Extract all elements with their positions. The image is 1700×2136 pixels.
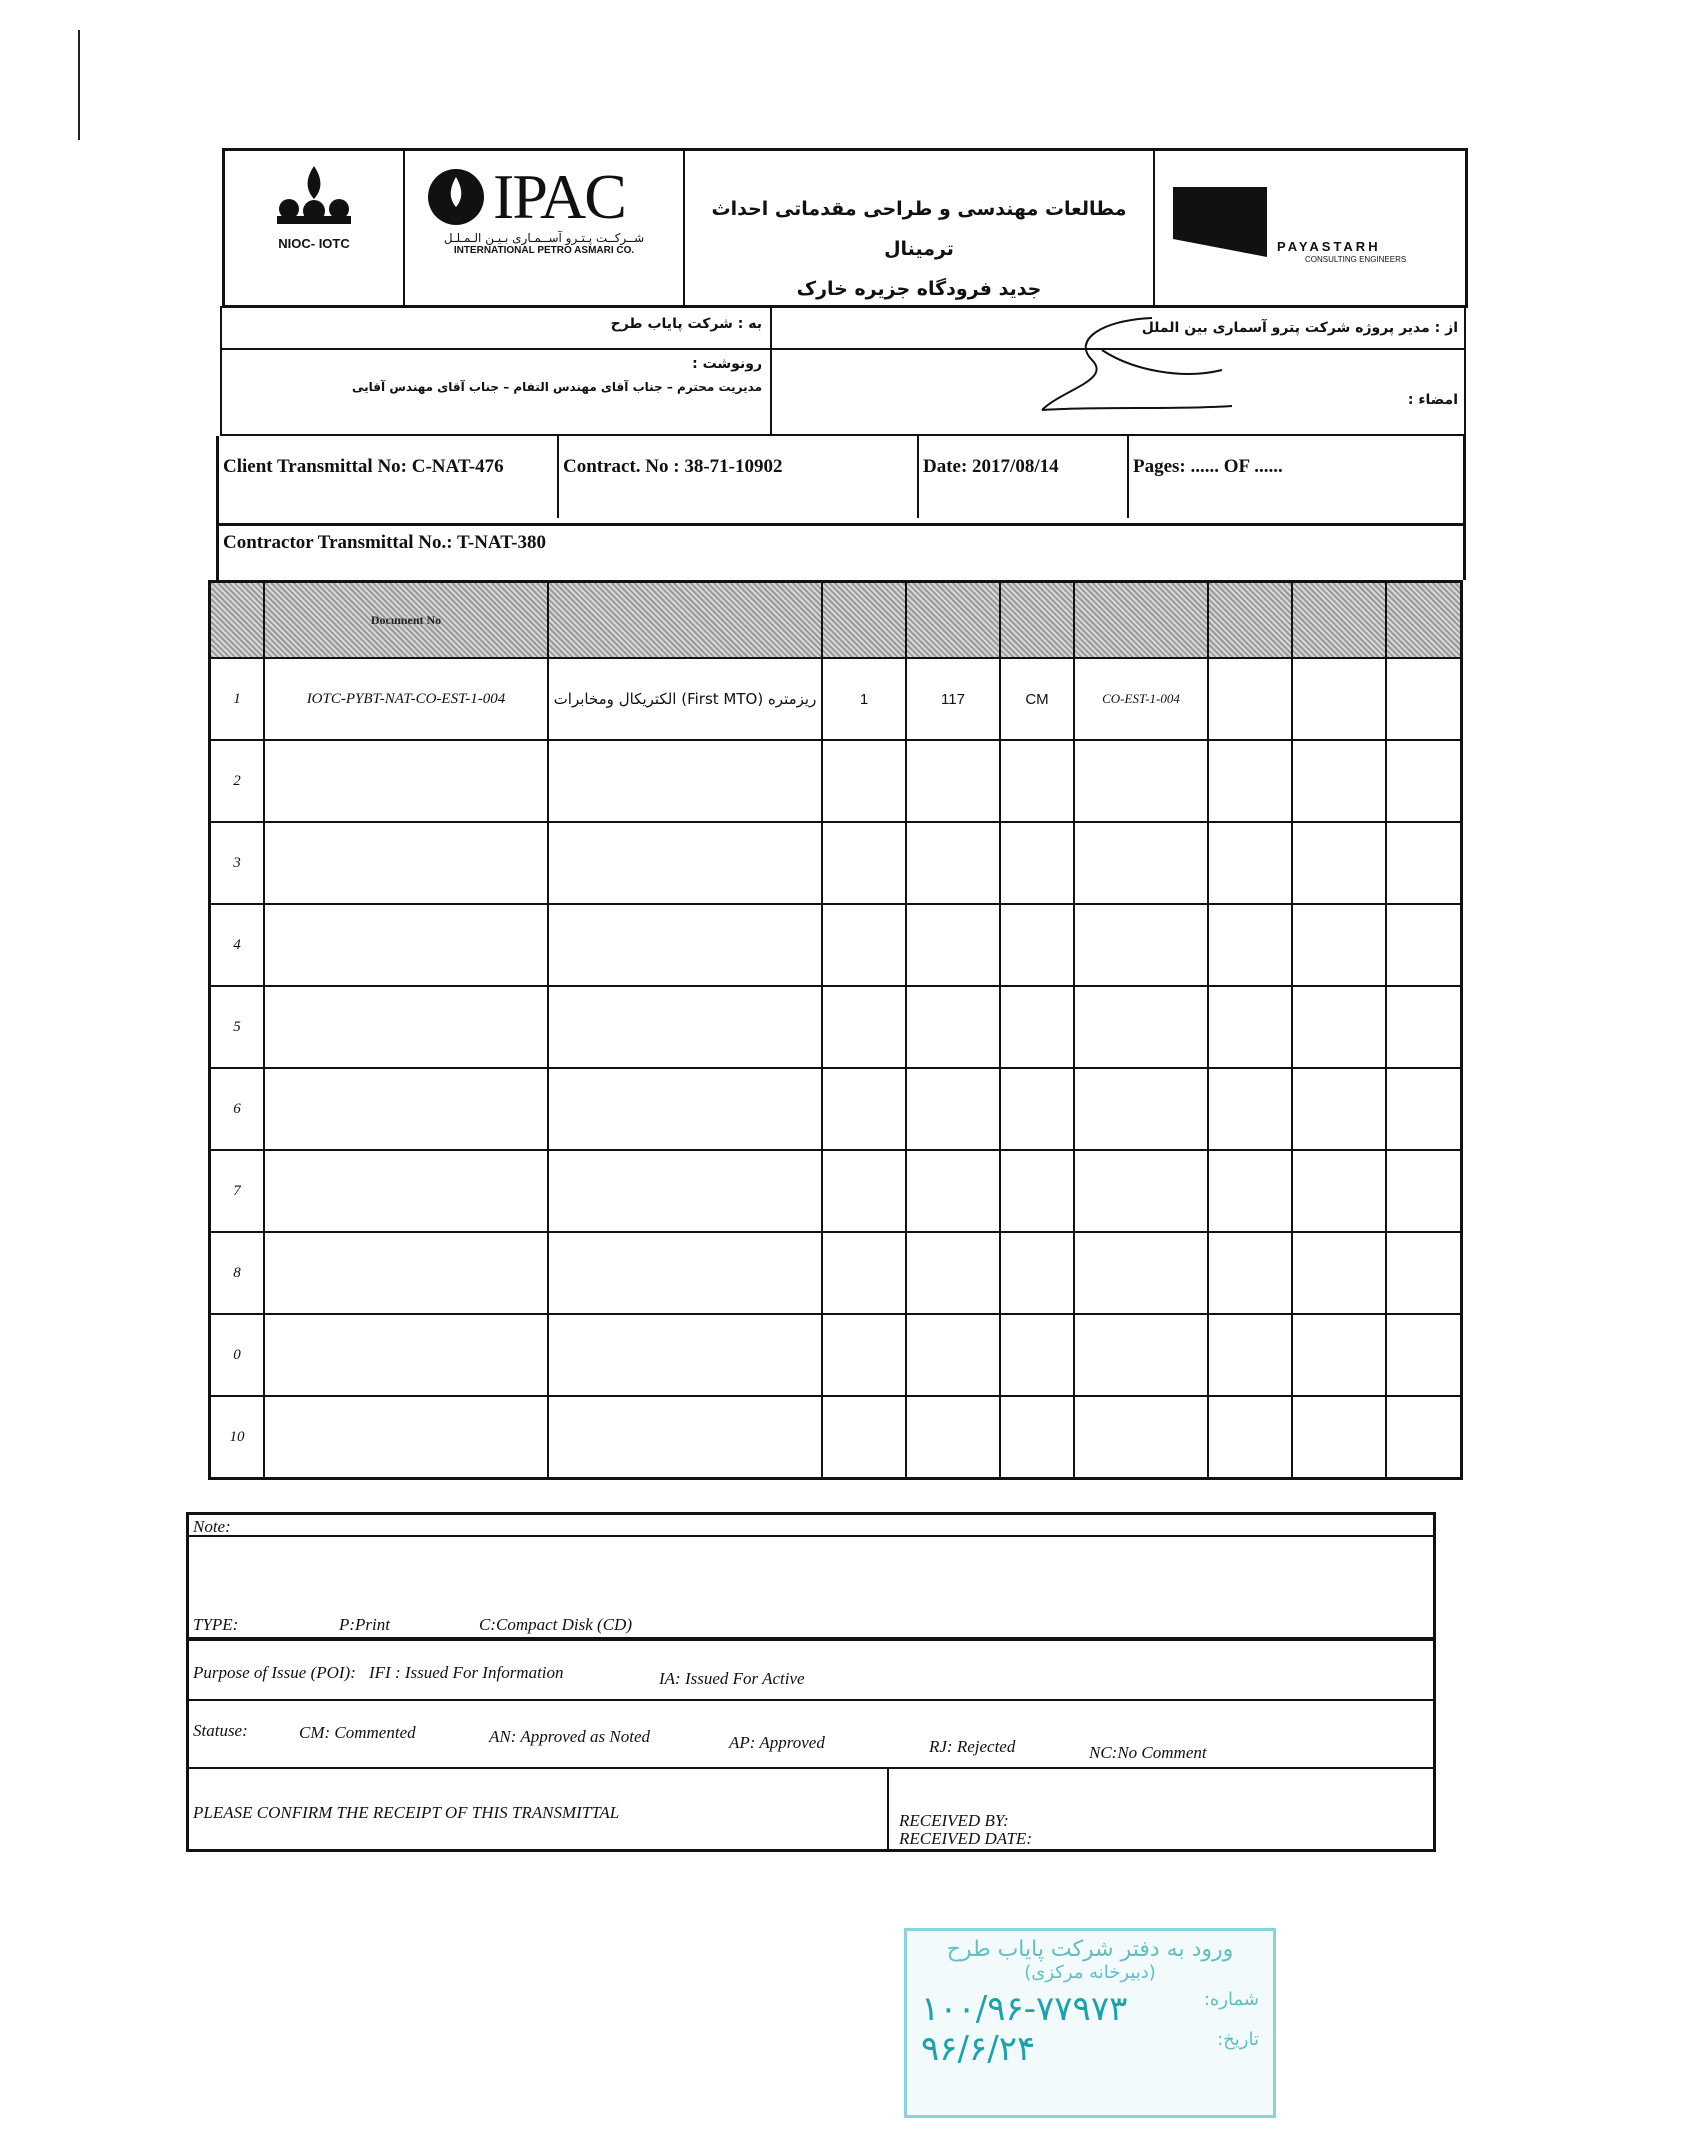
stamp-line2: (دبیرخانه مرکزی) [1024, 1962, 1156, 1983]
table-row [210, 822, 1462, 904]
status-cm: CM: Commented [299, 1723, 416, 1742]
col-header-no-copies [1386, 582, 1462, 659]
payastarh-subtitle: CONSULTING ENGINEERS [1305, 255, 1407, 264]
addressing-block [220, 306, 1466, 436]
client-transmittal: Client Transmittal No: C-NAT-476 [219, 436, 559, 518]
receipt-stamp [904, 1928, 1276, 2118]
col-header-document-no: Document No [264, 582, 548, 659]
type-cell [1208, 658, 1292, 740]
status-label: Statuse: [193, 1721, 248, 1740]
project-title-line2: جدید فرودگاه جزیره خارک [796, 278, 1042, 300]
status: CM [1000, 658, 1074, 740]
table-row [210, 658, 1462, 740]
document-description: ریزمتره (First MTO) الکتریکال ومخابرات [548, 658, 822, 740]
stamp-number: ۱۰۰/۹۶-۷۷۹۷۳ [921, 1989, 1128, 2029]
cc-label: رونوشت : [692, 356, 762, 372]
table-row [210, 1314, 1462, 1396]
from-field: از : مدیر پروژه شرکت پترو آسماری بین الملل [1141, 320, 1458, 336]
row-number: 4 [210, 904, 265, 986]
ipac-persian-name: شــرکــت پـتـرو آســمـاری بـیـن الـمـلـل [443, 231, 645, 245]
addressing-divider [770, 306, 772, 434]
received-date: RECEIVED DATE: [899, 1829, 1032, 1848]
poi-ifi: IFI : Issued For Information [369, 1663, 564, 1682]
ipac-logo-icon [419, 165, 493, 229]
status-an: AN: Approved as Noted [489, 1727, 651, 1746]
legend-block [186, 1512, 1436, 1852]
row-number: 1 [210, 658, 265, 740]
contract-number: Contract. No : 38-71-10902 [559, 436, 919, 518]
row-number: 7 [210, 1150, 265, 1232]
status-rj: RJ: Rejected [929, 1737, 1016, 1756]
pages-field: Pages: ...... OF ...... [1133, 456, 1283, 477]
received-by: RECEIVED BY: [899, 1811, 1009, 1830]
table-row [210, 904, 1462, 986]
to-field: به : شرکت پایاب طرح [610, 316, 762, 332]
table-row [210, 1150, 1462, 1232]
type-print: P:Print [339, 1615, 390, 1634]
copies-cell [1386, 658, 1462, 740]
sign-label: امضاء : [1407, 392, 1458, 408]
note-label: Note: [193, 1517, 231, 1536]
date-field: Date: 2017/08/14 [919, 436, 1129, 518]
stamp-number-label: شماره: [1203, 1989, 1259, 2010]
payastarh-logo-block [1155, 151, 1465, 305]
table-row [210, 1232, 1462, 1314]
type-cd: C:Compact Disk (CD) [479, 1615, 632, 1634]
col-header-poi [1292, 582, 1386, 659]
row-number: 6 [210, 1068, 265, 1150]
status-nc: NC:No Comment [1089, 1743, 1207, 1762]
col-header-description [548, 582, 822, 659]
ipac-logo-block [405, 151, 685, 305]
ipac-english-name: INTERNATIONAL PETRO ASMARI CO. [453, 245, 635, 256]
col-header-type [1208, 582, 1292, 659]
col-header-no [210, 582, 265, 659]
addressing-hdivider [222, 348, 1464, 350]
contractor-transmittal: Contractor Transmittal No.: T-NAT-380 [216, 520, 1466, 580]
payastarh-name: PAYASTARH [1277, 239, 1381, 254]
niotc-logo-block [225, 151, 405, 305]
legend-divider [189, 1639, 1435, 1641]
row-number: 10 [210, 1396, 265, 1479]
niotc-logo-icon [259, 161, 369, 231]
stamp-date: ۹۶/۶/۲۴ [921, 2029, 1036, 2069]
cc-text: مدیریت محترم – جناب آقای مهندس التفام – جناب آقای مهندس آقایی [352, 380, 762, 394]
col-header-status [1000, 582, 1074, 659]
legend-divider [189, 1767, 1435, 1769]
stamp-number-row [907, 1983, 1273, 2029]
table-row [210, 740, 1462, 822]
transmittal-info-row [216, 436, 1466, 526]
document-number: IOTC-PYBT-NAT-CO-EST-1-004 [264, 658, 548, 740]
niotc-label: NIOC- IOTC [278, 236, 350, 251]
poi-cell [1292, 658, 1386, 740]
row-number: 8 [210, 1232, 265, 1314]
signature-image [982, 310, 1242, 420]
confirm-receipt: PLEASE CONFIRM THE RECEIPT OF THIS TRANSMITTAL [193, 1803, 620, 1822]
ipac-logo-text: IPAC [493, 161, 625, 232]
poi-ia: IA: Issued For Active [659, 1669, 805, 1688]
received-divider [887, 1767, 889, 1849]
col-header-sheets [906, 582, 1000, 659]
sheets: 117 [906, 658, 1000, 740]
document-header [222, 148, 1468, 308]
revision: 1 [822, 658, 906, 740]
stamp-line1: ورود به دفتر شرکت پایاب طرح [946, 1937, 1234, 1962]
poi-label: Purpose of Issue (POI): [193, 1663, 356, 1682]
row-number: 5 [210, 986, 265, 1068]
stamp-date-row [907, 2029, 1273, 2069]
payastarh-logo-icon [1173, 187, 1267, 267]
type-label: TYPE: [193, 1615, 239, 1634]
row-number: 3 [210, 822, 265, 904]
table-row [210, 1396, 1462, 1479]
col-header-rev [822, 582, 906, 659]
project-title [685, 151, 1155, 305]
row-number: 2 [210, 740, 265, 822]
table-row [210, 1068, 1462, 1150]
row-number: 0 [210, 1314, 265, 1396]
status-ap: AP: Approved [729, 1733, 825, 1752]
stamp-date-label: تاریخ: [1217, 2029, 1259, 2050]
col-header-comment-sheet [1074, 582, 1208, 659]
legend-divider [189, 1699, 1435, 1701]
table-row [210, 986, 1462, 1068]
comment-sheet-no: CO-EST-1-004 [1074, 658, 1208, 740]
project-title-line1: مطالعات مهندسی و طراحی مقدماتی احداث ترمینال [711, 198, 1127, 260]
table-header-row [210, 582, 1462, 659]
scan-mark [78, 30, 80, 140]
documents-table [208, 580, 1463, 1480]
